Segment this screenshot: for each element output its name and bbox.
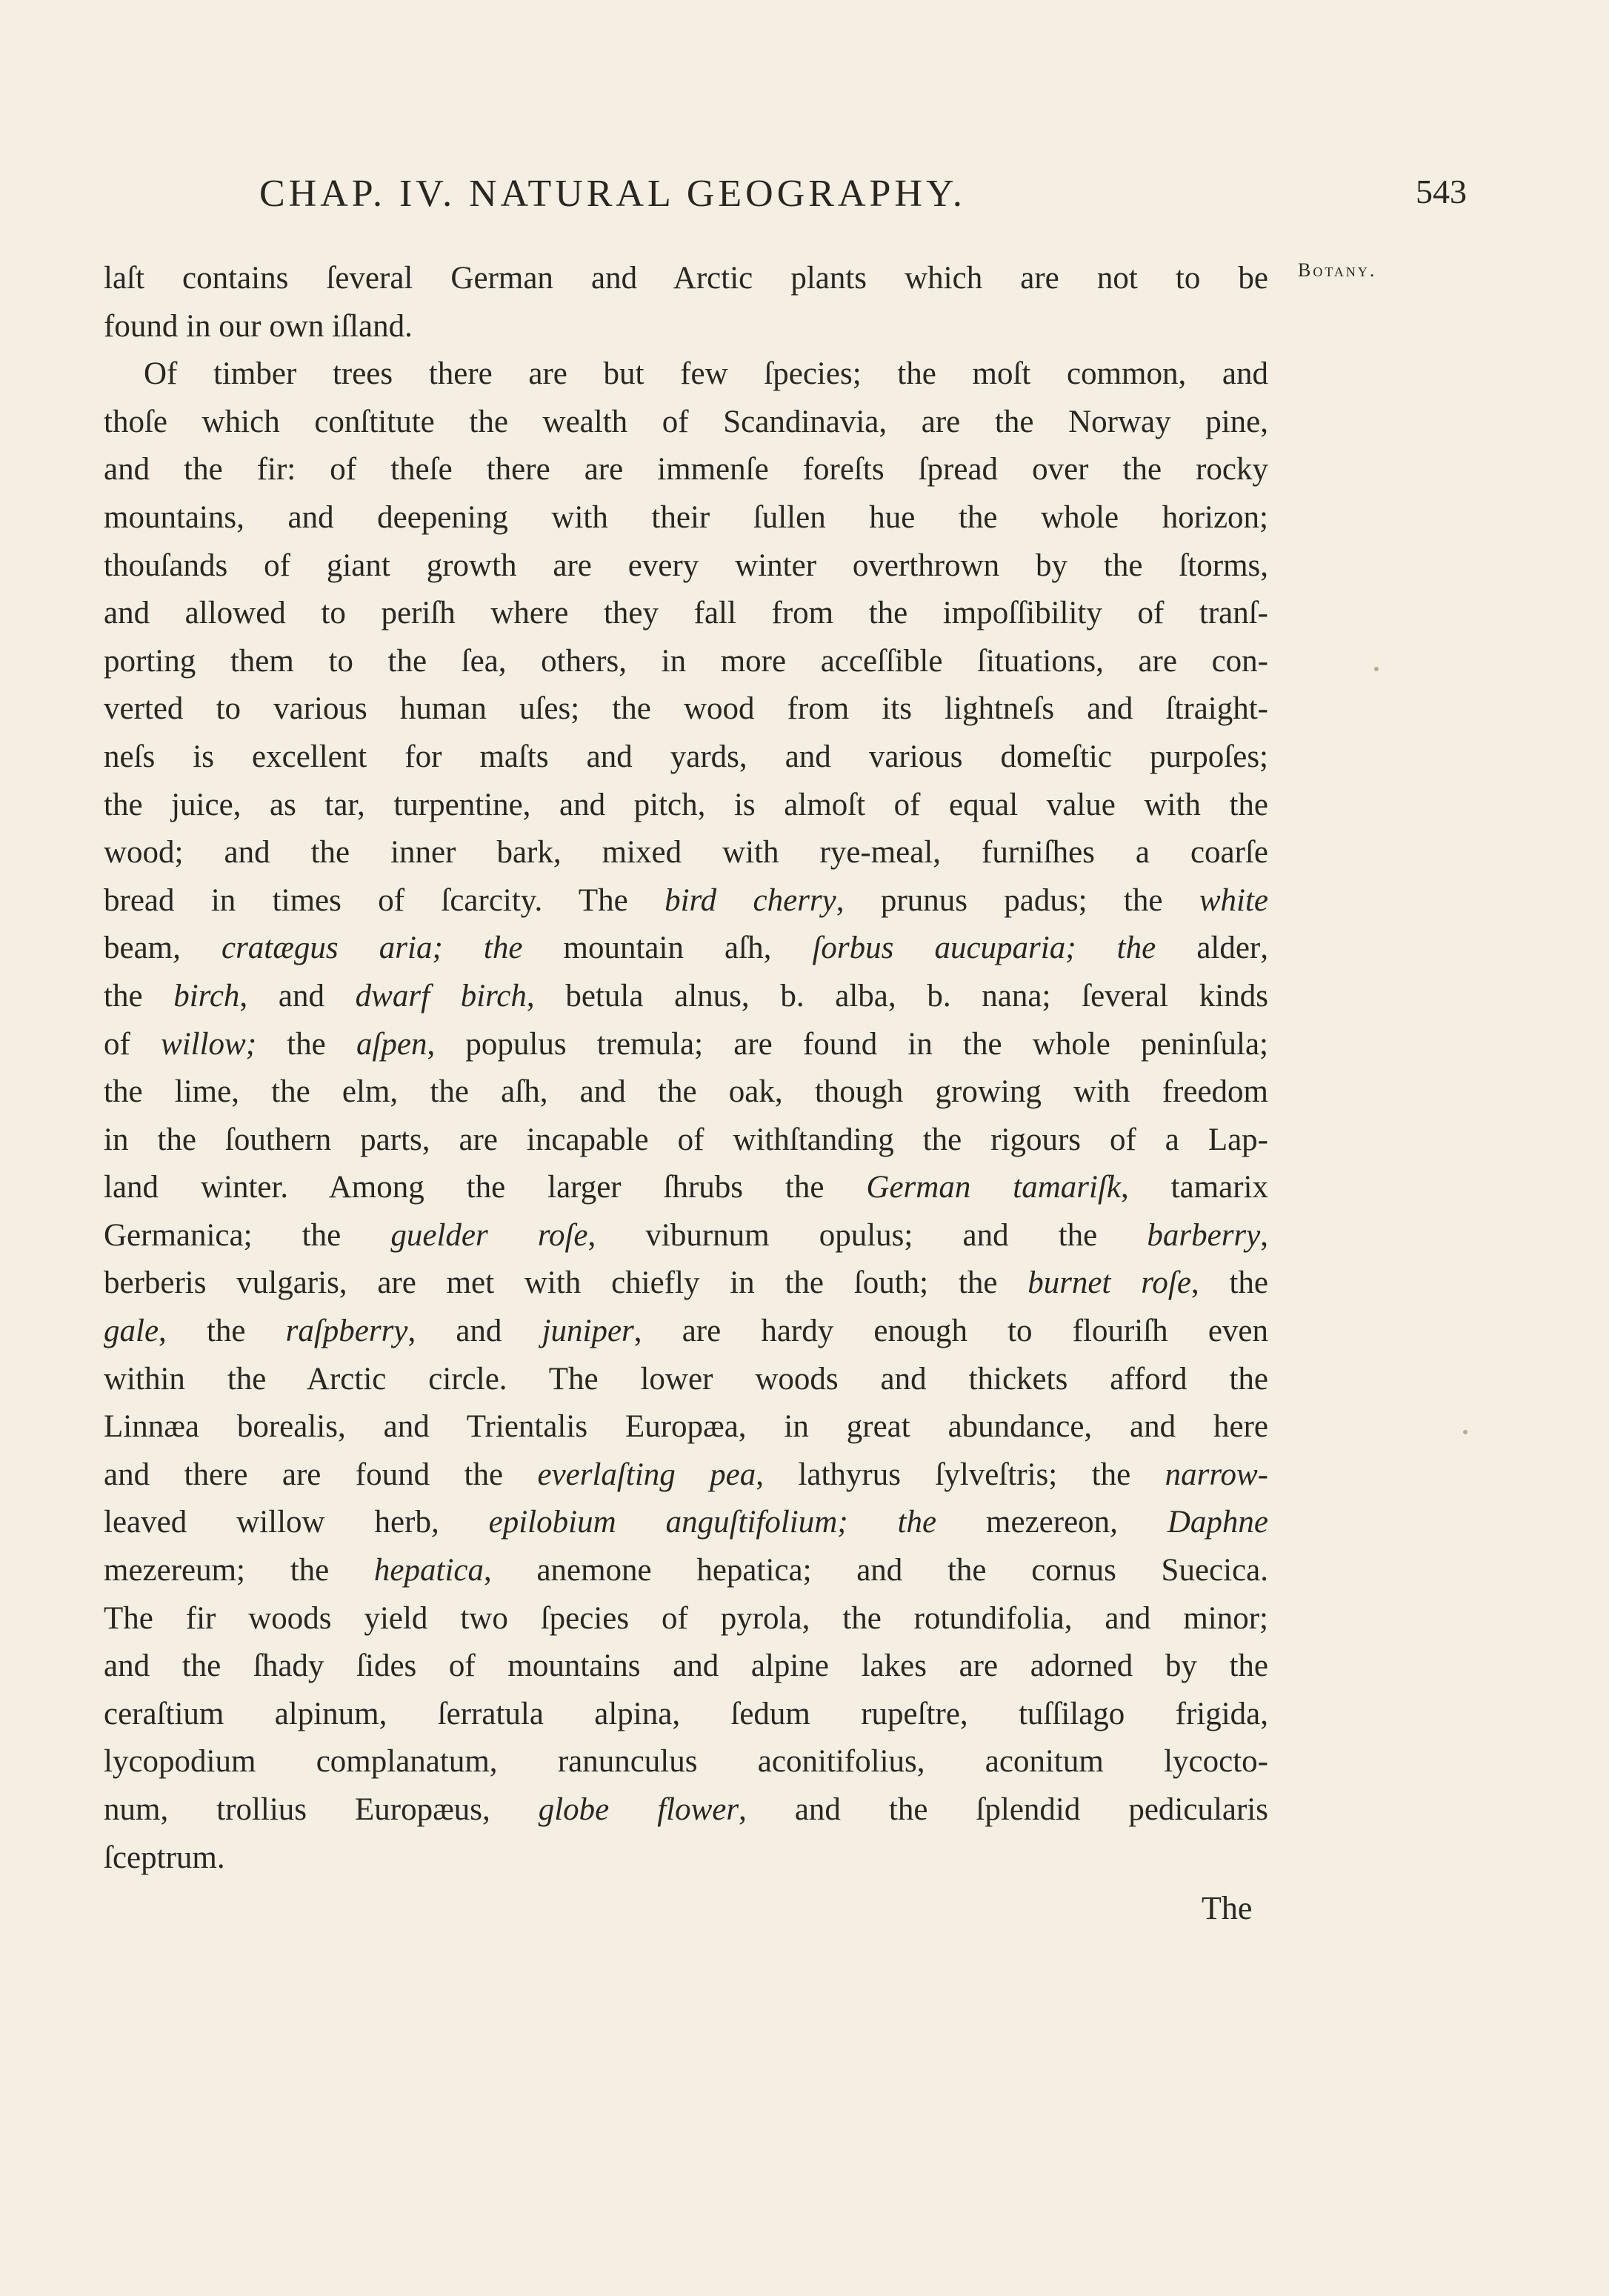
text-line: lycopodium complanatum, ranunculus aconitifolius, aconitum lycocto-: [104, 1744, 1268, 1780]
text-line: the birch, and dwarf birch, betula alnus, b. alba, b. nana; ſeveral kinds: [104, 978, 1268, 1014]
body-text: [104, 255, 1268, 1882]
italic-term: narrow-: [1165, 1457, 1268, 1492]
italic-term: guelder roſe: [390, 1217, 588, 1253]
text-line: thouſands of giant growth are every winter overthrown by the ſtorms,: [104, 548, 1268, 583]
italic-term: ,: [1260, 931, 1268, 966]
text-line: wood; and the inner bark, mixed with rye-meal, furniſhes a coarſe: [104, 835, 1268, 871]
text-line: mezereum; the hepatica, anemone hepatica; and the cornus Suecica.: [104, 1553, 1268, 1588]
text-line: num, trollius Europæus, globe flower, and the ſplendid pedicularis: [104, 1792, 1268, 1827]
text-line: ceraſtium alpinum, ſerratula alpina, ſedum rupeſtre, tuſſilago frigida,: [104, 1696, 1268, 1731]
italic-term: German tamariſk: [866, 1170, 1121, 1205]
italic-term: , cratægus aria; the: [173, 931, 564, 966]
text-line: verted to various human uſes; the wood from its lightneſs and ſtraight-: [104, 691, 1268, 727]
text-line: beam, cratægus aria; the mountain aſh, ſorbus aucuparia; the alder,: [104, 931, 1268, 966]
text-line: mountains, and deepening with their ſullen hue the whole horizon;: [104, 499, 1268, 535]
page-number: 543: [1416, 173, 1467, 210]
running-header: [215, 172, 1467, 224]
italic-term: bird cherry: [664, 882, 836, 918]
italic-term: birch: [173, 978, 240, 1014]
text-line: Of timber trees there are but few ſpecies; the moſt common, and: [144, 356, 1268, 392]
text-line: thoſe which conſtitute the wealth of Scandinavia, are the Norway pine,: [104, 404, 1268, 439]
italic-term: gale: [104, 1314, 159, 1349]
text-line: found in our own iſland.: [104, 308, 413, 344]
italic-term: barberry: [1147, 1217, 1261, 1253]
page-speck: [1463, 1430, 1468, 1434]
italic-term: hepatica: [373, 1553, 484, 1588]
margin-note: Botany.: [1298, 259, 1377, 281]
text-line: The fir woods yield two ſpecies of pyrola, the rotundifolia, and minor;: [104, 1600, 1268, 1636]
text-line: bread in times of ſcarcity. The bird cherry, prunus padus; the white: [104, 882, 1269, 918]
italic-term: juniper: [542, 1314, 634, 1349]
text-line: Germanica; the guelder roſe, viburnum opulus; and the barberry,: [104, 1217, 1268, 1253]
catchword: The: [1202, 1890, 1253, 1926]
italic-term: everlaſting pea: [537, 1457, 756, 1492]
italic-term: raſpberry: [285, 1314, 408, 1349]
text-line: neſs is excellent for maſts and yards, and various domeſtic purpoſes;: [104, 739, 1268, 774]
italic-term: dwarf birch: [355, 978, 527, 1014]
text-line: ſceptrum.: [104, 1840, 225, 1875]
text-line: and the fir: of theſe there are immenſe foreſts ſpread over the rocky: [104, 452, 1268, 488]
text-line: berberis vulgaris, are met with chiefly in the ſouth; the burnet roſe, the: [104, 1265, 1268, 1301]
italic-term: white: [1199, 882, 1269, 918]
text-line: and allowed to periſh where they fall from the impoſſibility of tranſ-: [104, 596, 1268, 631]
page-speck: [1374, 667, 1379, 671]
text-line: laſt contains ſeveral German and Arctic plants which are not to be: [104, 261, 1268, 296]
italic-term: burnet roſe: [1027, 1265, 1191, 1301]
italic-term: , Daphne: [1110, 1505, 1268, 1540]
italic-term: , ſorbus aucuparia; the: [763, 931, 1197, 966]
text-line: in the ſouthern parts, are incapable of withſtanding the rigours of a Lap-: [104, 1122, 1268, 1157]
text-line: land winter. Among the larger ſhrubs the German tamariſk, tamarix: [104, 1170, 1269, 1205]
italic-term: globe flower: [538, 1792, 739, 1827]
text-line: of willow; the aſpen, populus tremula; are found in the whole peninſula;: [104, 1026, 1268, 1062]
text-line: and the ſhady ſides of mountains and alpine lakes are adorned by the: [104, 1648, 1268, 1684]
text-line: and there are found the everlaſting pea, lathyrus ſylveſtris; the narrow-: [104, 1457, 1268, 1492]
italic-term: , epilobium anguſtifolium; the: [430, 1505, 987, 1540]
text-line: Linnæa borealis, and Trientalis Europæa, in great abundance, and here: [104, 1409, 1268, 1445]
text-line: porting them to the ſea, others, in more acceſſible ſituations, are con-: [104, 643, 1268, 679]
text-line: within the Arctic circle. The lower woods and thickets afford the: [104, 1361, 1268, 1397]
italic-term: willow;: [161, 1026, 257, 1062]
text-line: the lime, the elm, the aſh, and the oak, though growing with freedom: [104, 1074, 1268, 1110]
chapter-title: CHAP. IV. NATURAL GEOGRAPHY.: [259, 173, 966, 215]
text-line: the juice, as tar, turpentine, and pitch, is almoſt of equal value with the: [104, 787, 1268, 822]
text-line: leaved willow herb, epilobium anguſtifolium; the mezereon, Daphne: [104, 1505, 1268, 1540]
text-line: gale, the raſpberry, and juniper, are hardy enough to flouriſh even: [104, 1314, 1268, 1349]
italic-term: aſpen: [356, 1026, 427, 1062]
